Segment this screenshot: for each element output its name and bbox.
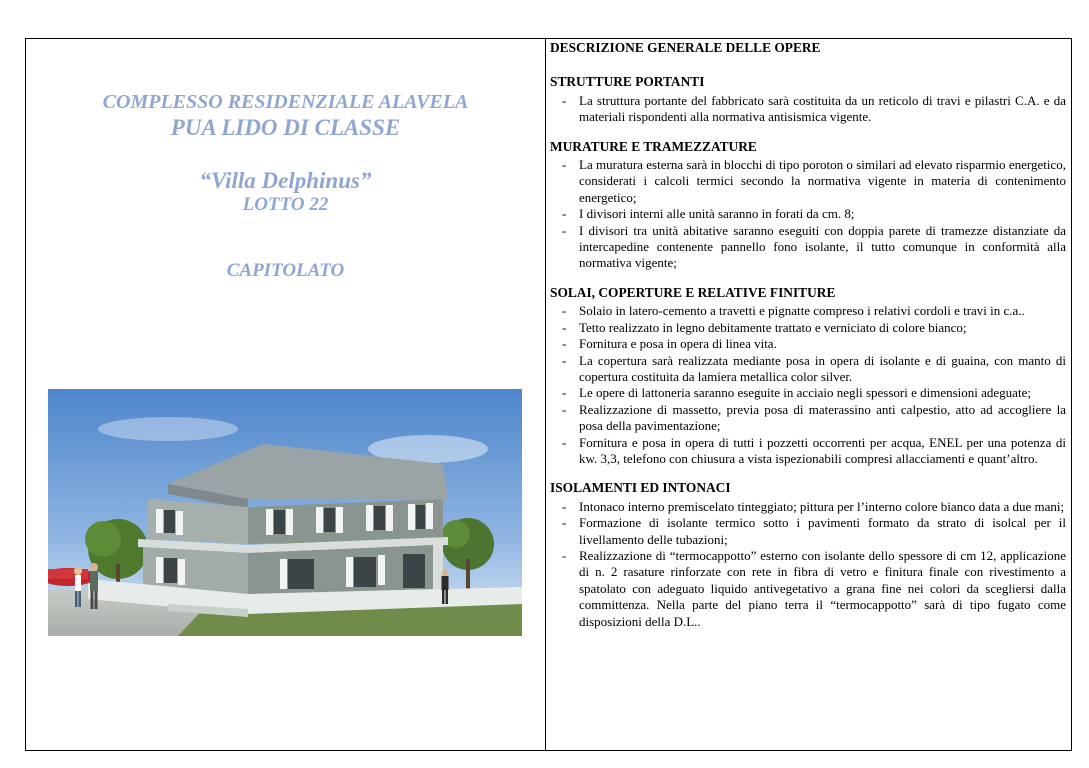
section-strutture-portanti	[550, 74, 1066, 125]
lotto-label: LOTTO 22	[242, 194, 329, 215]
section-title: STRUTTURE PORTANTI	[550, 74, 705, 90]
document-title: DESCRIZIONE GENERALE DELLE OPERE	[550, 40, 821, 55]
list-item: - Realizzazione di “termocappotto” esterno con isolante dello spessore di cm 12, applicazione di n. 2 rasature rinforzate con rete in fibra di vetro e finitura finale con rivestimento a spatolato con adeguato liquido antivegetativo a grana fine nei colori da scegliersi dalla committenza. Nella parte del piano terra il “termocappotto” sarà di tipo fugato come disposizioni della D.L..	[562, 547, 1066, 629]
section-solai-coperture	[550, 285, 1066, 467]
list-item: - La struttura portante del fabbricato sarà costituita da un reticolo di travi e pilastri C.A. e da materiali rispondenti alla normativa antisismica vigente.	[562, 92, 1066, 125]
capitolato-label: CAPITOLATO	[226, 260, 345, 281]
list-item: - I divisori tra unità abitative saranno eseguiti con doppia parete di tramezze distanziate da intercapedine contenente pannello fono isolante, il tutto comunque in conformità alla normativa vigente;	[562, 222, 1066, 271]
specs-column	[550, 40, 1066, 643]
list-item: - Realizzazione di massetto, previa posa di materassino anti calpestio, atto ad accogliere la posa della pavimentazione;	[562, 401, 1066, 434]
pua-title: PUA LIDO DI CLASSE	[170, 115, 401, 140]
section-title: SOLAI, COPERTURE E RELATIVE FINITURE	[550, 284, 836, 300]
column-divider	[545, 38, 546, 751]
list-item: - Fornitura e posa in opera di tutti i pozzetti occorrenti per acqua, ENEL per una potenza di kw. 3,3, telefono con chiusura a vista ispezionabili compresi allacciamenti e quant’altro.	[562, 434, 1066, 466]
cover-titles	[26, 90, 545, 282]
list-item: - I divisori interni alle unità saranno in forati da cm. 8;	[562, 206, 855, 222]
house-rendering	[48, 389, 522, 636]
complex-title: COMPLESSO RESIDENZIALE ALAVELA	[102, 91, 469, 113]
list-item: - Tetto realizzato in legno debitamente trattato e verniciato di colore bianco;	[562, 319, 967, 335]
list-item: - La copertura sarà realizzata mediante posa in opera di isolante e di guaina, con manto di copertura costituita da lamiera metallica color silver.	[562, 352, 1066, 384]
list-item: - Intonaco interno premiscelato tinteggiato; pittura per l’interno colore bianco data a due mani;	[562, 498, 1065, 514]
list-item: - Le opere di lattoneria saranno eseguite in acciaio negli spessori e dimensioni adeguate;	[562, 385, 1031, 401]
list-item: - Formazione di isolante termico sotto i pavimenti formato da strato di isolcal per il livellamento delle tubazioni;	[562, 515, 1066, 547]
section-murature	[550, 139, 1066, 272]
section-title: ISOLAMENTI ED INTONACI	[550, 480, 731, 496]
section-isolamenti	[550, 480, 1066, 630]
section-title: MURATURE E TRAMEZZATURE	[550, 138, 757, 154]
list-item: - Solaio in latero-cemento a travetti e pignatte compreso i relativi cordoli e travi in c.a..	[562, 303, 1025, 319]
villa-name: “Villa Delphinus”	[199, 168, 372, 193]
list-item: - Fornitura e posa in opera di linea vita.	[562, 336, 777, 352]
list-item: - La muratura esterna sarà in blocchi di tipo poroton o similari ad elevato risparmio energetico, considerati i calcoli termici secondo la normativa vigente in materia di contenimento energetico;	[562, 157, 1066, 205]
